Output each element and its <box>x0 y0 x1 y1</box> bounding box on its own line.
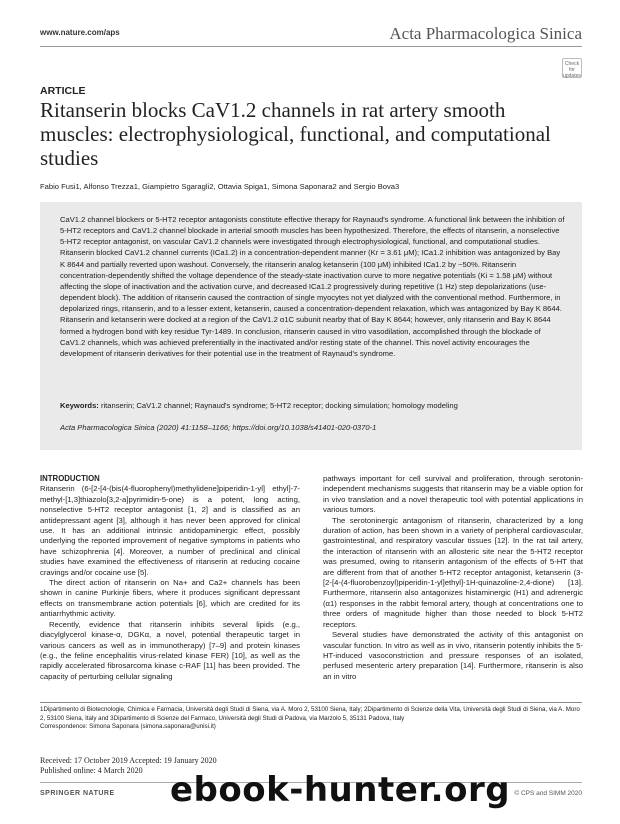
received-accepted-dates: Received: 17 October 2019 Accepted: 19 January 2020 <box>40 756 217 765</box>
watermark: ebook-hunter.org <box>170 770 511 810</box>
section-heading-introduction: INTRODUCTION <box>40 474 100 483</box>
keywords <box>60 401 566 410</box>
article-type-label: ARTICLE <box>40 85 86 97</box>
published-date: Published online: 4 March 2020 <box>40 766 143 775</box>
author-list: Fabio Fusi1, Alfonso Trezza1, Giampietro Sgaragli2, Ottavia Spiga1, Simona Saponara2 and Sergio Bova3 <box>40 182 400 191</box>
correspondence: Correspondence: Simona Saponara (simona.saponara@unisi.it) <box>40 723 216 731</box>
intro-paragraph: Several studies have demonstrated the activity of this antagonist on vascular function. In vitro as well as in vivo, ritanserin potently inhibits the 5-HT-induced vasoconstriction and pressure responses of an isolated, perfused mesenteric artery preparation [14]. Furthermore, ritanserin is also an in vitro <box>323 630 583 681</box>
header-divider <box>40 46 582 47</box>
keywords-label: Keywords: <box>60 401 99 410</box>
affiliations <box>40 706 582 732</box>
check-for-updates-badge[interactable]: Check for updates <box>562 58 582 78</box>
intro-paragraph: Recently, evidence that ritanserin inhibits several lipids (e.g., diacylglycerol kinase-α, DGKα, a novel, potential therapeutic target in various cancers as well as in immunotherapy) [7–9] and protein kinases (e.g., the feline encephalitis virus-related kinase FER) [10], as well as the rapidly accelerated fibrosarcoma kinase c-RAF [11] has been provided. The capacity of perturbing cellular signaling <box>40 619 300 681</box>
copyright: © CPS and SIMM 2020 <box>514 790 582 797</box>
abstract-text: CaV1.2 channel blockers or 5-HT2 receptor antagonists constitute effective therapy for Raynaud's syndrome. A functional link between the inhibition of 5-HT2 receptors and CaV1.2 channel blockade in arterial smooth muscles has been hypothesized. Therefore, the effects of ritanserin, a nonselective 5-HT2 receptor antagonist, on vascular CaV1.2 channels were investigated through electrophysiological, functional, and computational studies. Ritanserin blocked CaV1.2 channel currents (ICa1.2) in a concentration-dependent manner (Kr = 3.61 μM); ICa1.2 inhibition was antagonized by Bay K 8644 and partially reverted upon washout. Conversely, the ritanserin analog ketanserin (100 μM) inhibited ICa1.2 by ~50%. Ritanserin concentration-dependently shifted the voltage dependence of the steady-state inactivation curve to more negative potentials (Ki = 1.58 μM) without affecting the slope of inactivation and the activation curve, and decreased ICa1.2 progressively during repetitive (1 Hz) step depolarizations (use-dependent block). The addition of ritanserin caused the contraction of single myocytes not yet dialyzed with the conventional method. Furthermore, in depolarized rings, ritanserin, and to a lesser extent, ketanserin, caused a concentration-dependent relaxation, which was antagonized by Bay K 8644. Ritanserin and ketanserin were docked at a region of the CaV1.2 α1C subunit nearby that of Bay K 8644; however, only ritanserin and Bay K 8644 formed a hydrogen bond with key residue Tyr-1489. In conclusion, ritanserin caused in vitro vasodilation, accomplished through the blockade of CaV1.2 channels, which was achieved preferentially in the inactivated and/or resting state of the channel. This novel activity encourages the development of ritanserin derivatives for their potential use in the treatment of Raynaud's syndrome. <box>60 215 565 358</box>
column-right <box>323 474 583 682</box>
intro-paragraph: Ritanserin (6-[2-[4-(bis(4-fluorophenyl)methylidene]piperidin-1-yl] ethyl]-7-methyl-[1,3]thiazolo[3,2-a]pyrimidin-5-one) is a potent, long acting, nonselective 5-HT2 receptor antagonist [1, 2] and is classified as an antidepressant agent [3], although it has never been approved for clinical use. It has an additional intrinsic antidopaminergic effect, possibly underlying the reported improvement of negative symptoms in patients who have schizophrenia [4]. Moreover, a number of preclinical and clinical studies have examined the effectiveness of ritanserin at reducing cocaine cravings and/or cocaine use [5]. <box>40 484 300 577</box>
footnote-divider <box>40 702 582 703</box>
intro-paragraph: The serotoninergic antagonism of ritanserin, characterized by a long duration of action, has been shown in a variety of peripheral cardiovascular, gastrointestinal, and respiratory vascular tissues [12]. In the rat tail artery, the interaction of ritanserin with an allosteric site near the 5-HT2 receptor was presumed, owing to ritanserin antagonism of the effects of 5-HT that are different from that of another 5-HT2 receptor antagonist, ketanserin (3-[2-[4-(4-fluorobenzoyl)piperidin-1-yl]ethyl]-1H-quinazoline-2,4-dione) [13]. Furthermore, ritanserin also antagonizes histaminergic (H1) and adrenergic (α1) responses in the rabbit femoral artery, though at concentrations one to three orders of magnitude higher than those needed to block 5-HT2 receptors. <box>323 515 583 629</box>
site-url[interactable]: www.nature.com/aps <box>40 28 120 37</box>
keywords-list: ritanserin; CaV1.2 channel; Raynaud's syndrome; 5-HT2 receptor; docking simulation; homology modeling <box>100 401 458 410</box>
intro-paragraph: pathways important for cell survival and proliferation, through serotonin-independent mechanisms suggests that ritanserin may be a viable option for in vivo translation and a novel therapeutic tool with potential applications in various tumors. <box>323 474 583 515</box>
citation-line: Acta Pharmacologica Sinica (2020) 41:1158–1166; https://doi.org/10.1038/s41401-020-0370-1 <box>60 423 377 432</box>
journal-name: Acta Pharmacologica Sinica <box>389 24 582 43</box>
affiliation-text: 1Dipartimento di Biotecnologie, Chimica e Farmacia, Università degli Studi di Siena, via A. Moro 2, 53100 Siena, Italy; 2Dipartimento di Scienze della Vita, Università degli Studi di Siena, via A. Moro 2, 53100 Siena, Italy and 3Dipartimento di Scienze del Farmaco, Università degli Studi di Padova, via Marzolo 5, 35131 Padova, Italy <box>40 706 580 722</box>
intro-paragraph: The direct action of ritanserin on Na+ and Ca2+ channels has been shown in canine Purkinje fibers, where it produces significant depressant effects on transmembrane action potentials [6], which are credited for its antiarrhythmic activity. <box>40 578 300 619</box>
article-title: Ritanserin blocks CaV1.2 channels in rat artery smooth muscles: electrophysiological, functional, and computational studies <box>40 98 551 170</box>
publisher-logo: SPRINGER NATURE <box>40 790 115 797</box>
column-left <box>40 474 300 682</box>
